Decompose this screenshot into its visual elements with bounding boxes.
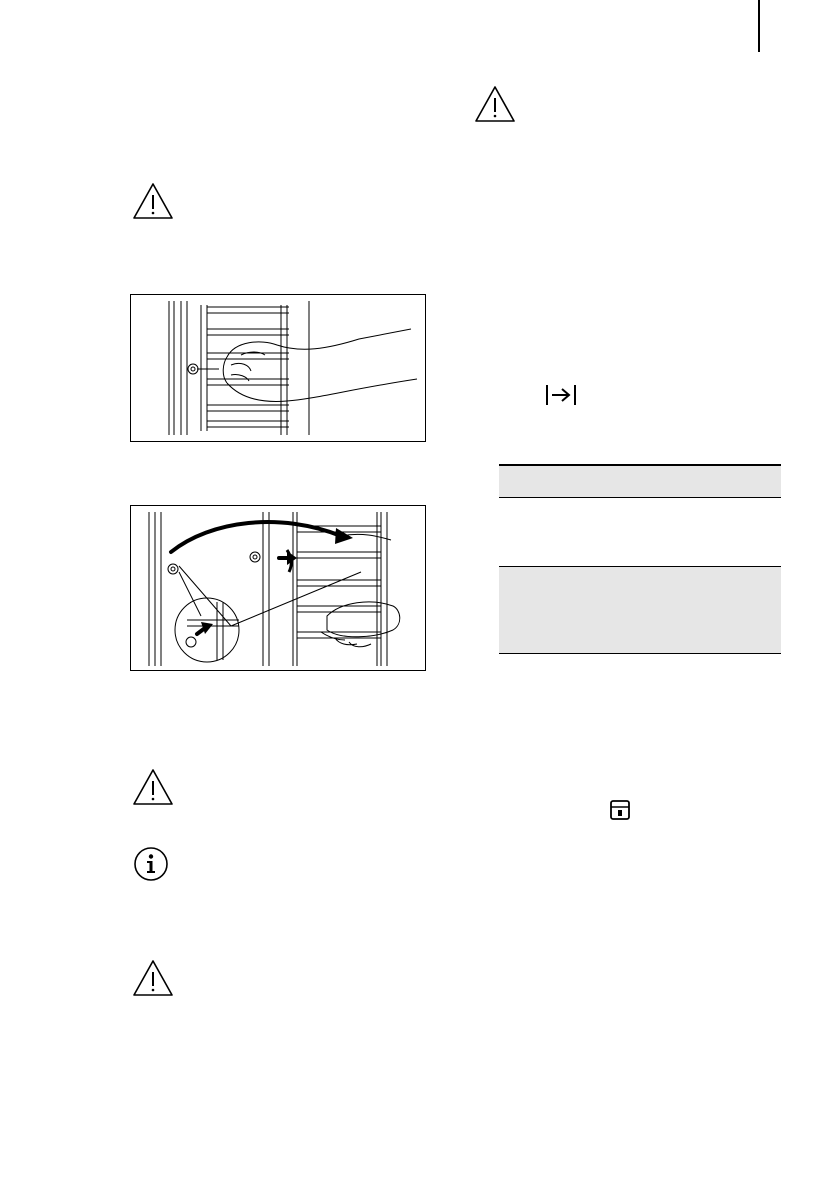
warning-triangle-icon <box>132 768 174 806</box>
door-lock-icon <box>609 799 631 821</box>
illustration-hand-on-shelf <box>131 295 426 442</box>
arrow-right-to-bar-icon <box>544 383 578 407</box>
warning-triangle-icon <box>132 182 174 220</box>
figure-install-shelf-support <box>130 505 426 671</box>
figure-remove-shelf-support <box>130 294 426 442</box>
table-header-row <box>499 466 781 497</box>
data-table <box>499 464 781 655</box>
warning-triangle-icon <box>474 85 516 123</box>
illustration-shelf-reinstall <box>131 506 426 671</box>
table-bottom-rule <box>499 653 781 654</box>
warning-triangle-icon <box>132 959 174 997</box>
table-row <box>499 498 781 566</box>
table-row <box>499 567 781 653</box>
info-circle-icon <box>133 846 169 882</box>
page-edge-marker <box>758 0 760 52</box>
